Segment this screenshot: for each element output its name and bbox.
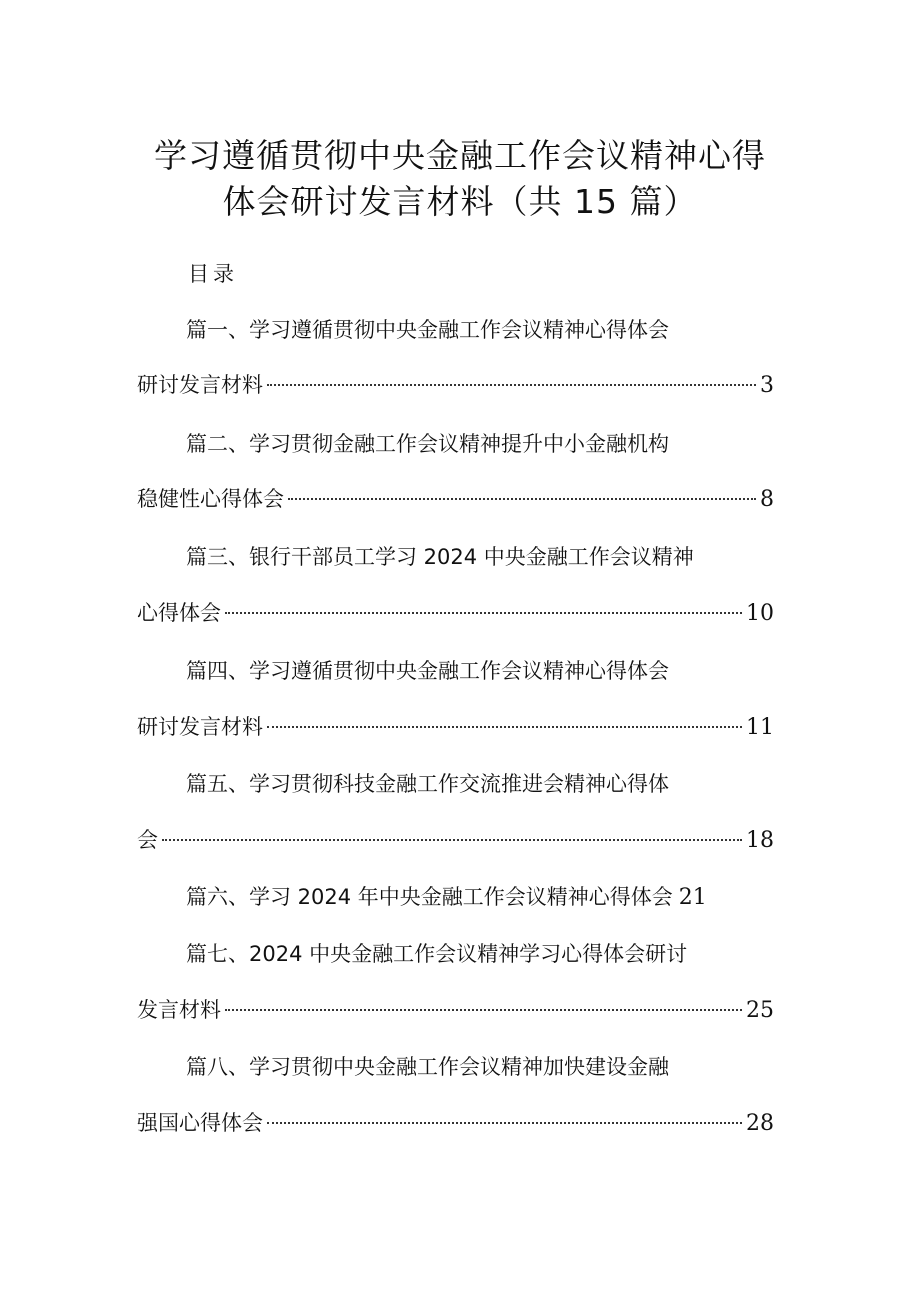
toc-entry-6[interactable] — [186, 881, 707, 914]
toc-dot-leader — [288, 498, 756, 500]
toc-entry-4-title-cont: 研讨发言材料 — [137, 715, 263, 739]
toc-entry-7-title[interactable]: 篇七、2024 中央金融工作会议精神学习心得体会研讨 — [186, 942, 688, 966]
toc-entry-2-continuation[interactable] — [137, 483, 774, 516]
toc-dot-leader — [267, 726, 742, 728]
toc-entry-3-title[interactable]: 篇三、银行干部员工学习 2024 中央金融工作会议精神 — [186, 545, 694, 569]
toc-entry-1-title[interactable]: 篇一、学习遵循贯彻中央金融工作会议精神心得体会 — [186, 318, 669, 342]
toc-entry-4-continuation[interactable] — [137, 711, 774, 744]
document-title-line-2: 体会研讨发言材料（共 15 篇） — [222, 182, 698, 221]
toc-heading: 目录 — [188, 262, 238, 286]
toc-entry-3-title-cont: 心得体会 — [137, 601, 221, 625]
toc-entry-2-title[interactable]: 篇二、学习贯彻金融工作会议精神提升中小金融机构 — [186, 432, 669, 456]
toc-dot-leader — [225, 1009, 742, 1011]
toc-entry-3-page: 10 — [746, 601, 774, 626]
toc-entry-2-page: 8 — [760, 487, 774, 512]
toc-entry-5-title[interactable]: 篇五、学习贯彻科技金融工作交流推进会精神心得体 — [186, 772, 669, 796]
document-title-line-1: 学习遵循贯彻中央金融工作会议精神心得 — [154, 136, 766, 175]
toc-entry-5-title-cont: 会 — [137, 828, 158, 852]
toc-dot-leader — [162, 839, 742, 841]
toc-entry-8-page: 28 — [746, 1111, 774, 1136]
toc-entry-1-continuation[interactable] — [137, 369, 774, 402]
toc-entry-4-title[interactable]: 篇四、学习遵循贯彻中央金融工作会议精神心得体会 — [186, 659, 669, 683]
toc-entry-8-title[interactable]: 篇八、学习贯彻中央金融工作会议精神加快建设金融 — [186, 1055, 669, 1079]
toc-dot-leader — [225, 612, 742, 614]
toc-entry-6-title: 篇六、学习 2024 年中央金融工作会议精神心得体会 — [186, 885, 673, 909]
toc-entry-4-page: 11 — [746, 715, 774, 740]
toc-entry-6-page: 21 — [678, 885, 707, 910]
toc-entry-8-continuation[interactable] — [137, 1107, 774, 1140]
toc-entry-5-continuation[interactable] — [137, 824, 774, 857]
toc-entry-7-title-cont: 发言材料 — [137, 998, 221, 1022]
toc-entry-3-continuation[interactable] — [137, 597, 774, 630]
toc-entry-7-continuation[interactable] — [137, 994, 774, 1027]
toc-entry-5-page: 18 — [746, 828, 774, 853]
toc-entry-1-title-cont: 研讨发言材料 — [137, 373, 263, 397]
toc-entry-7-page: 25 — [746, 998, 774, 1023]
toc-dot-leader — [267, 1122, 742, 1124]
toc-entry-8-title-cont: 强国心得体会 — [137, 1111, 263, 1135]
toc-entry-1-page: 3 — [760, 373, 774, 398]
toc-dot-leader — [267, 384, 756, 386]
toc-entry-2-title-cont: 稳健性心得体会 — [137, 487, 284, 511]
